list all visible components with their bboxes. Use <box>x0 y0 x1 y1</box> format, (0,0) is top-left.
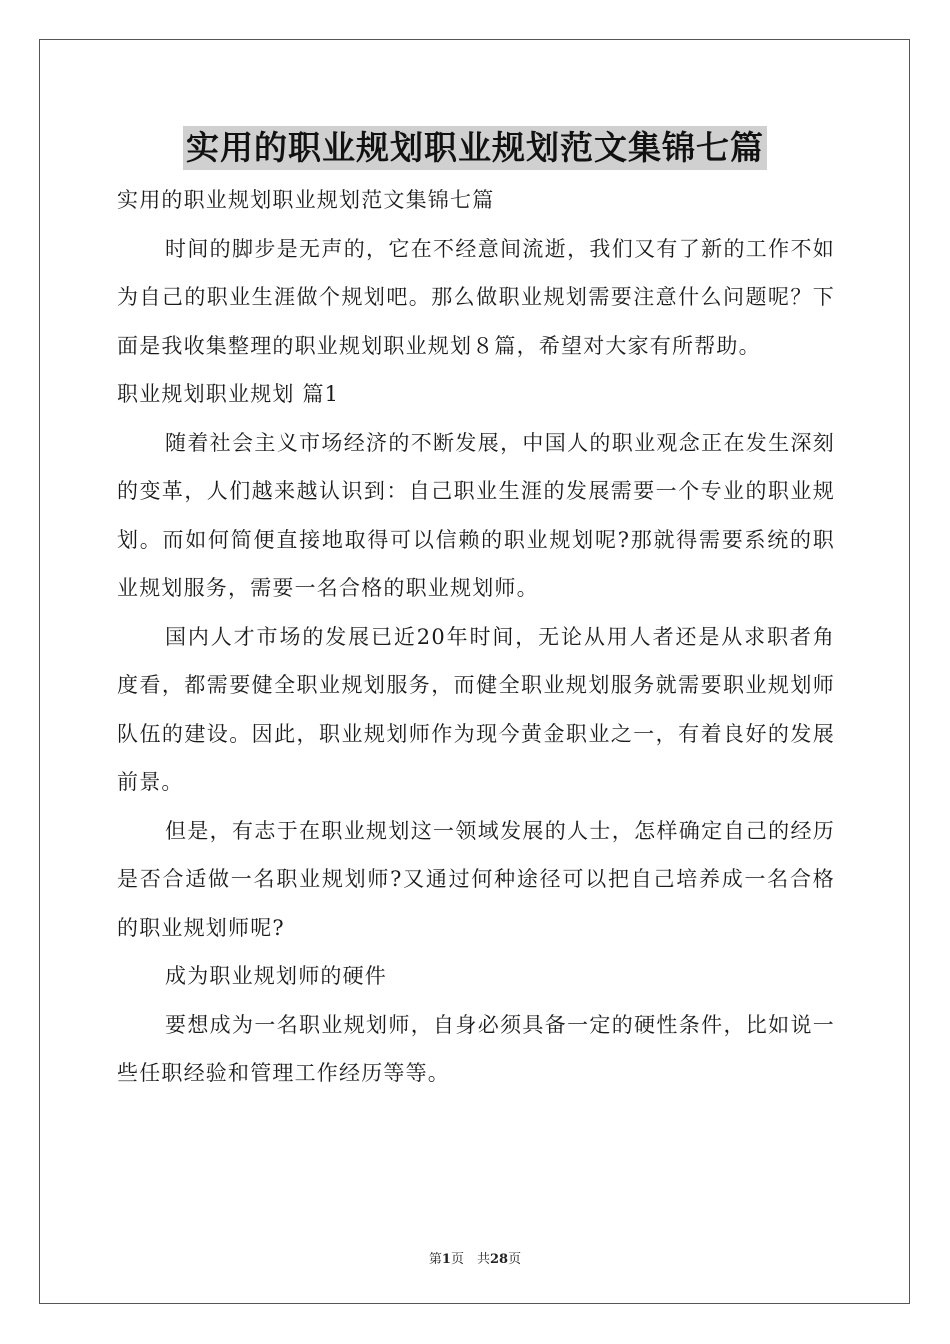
footer-page-number: 1 <box>441 1252 451 1267</box>
paragraph: 但是，有志于在职业规划这一领域发展的人士，怎样确定自己的经历是否合适做一名职业规划师?又通过何种途径可以把自己培养成一名合格的职业规划师呢? <box>117 818 835 940</box>
document-body <box>117 176 835 1098</box>
paragraph: 国内人才市场的发展已近20年时间，无论从用人者还是从求职者角度看，都需要健全职业规划服务，而健全职业规划服务就需要职业规划师队伍的建设。因此，职业规划师作为现今黄金职业之一，有着良好的发展前景。 <box>117 624 835 794</box>
paragraph: 时间的脚步是无声的，它在不经意间流逝，我们又有了新的工作不如为自己的职业生涯做个规划吧。那么做职业规划需要注意什么问题呢？下面是我收集整理的职业规划职业规划８篇，希望对大家有所帮助。 <box>117 236 835 358</box>
footer-page-suffix: 页 共 <box>450 1252 490 1267</box>
footer-prefix: 第 <box>428 1252 442 1267</box>
page-footer <box>0 1248 950 1267</box>
footer-total-suffix: 页 <box>508 1252 522 1267</box>
paragraph: 随着社会主义市场经济的不断发展，中国人的职业观念正在发生深刻的变革，人们越来越认识到：自己职业生涯的发展需要一个专业的职业规划。而如何简便直接地取得可以信赖的职业规划呢?那就得需要系统的职业规划服务，需要一名合格的职业规划师。 <box>117 430 835 600</box>
document-title: 实用的职业规划职业规划范文集锦七篇 <box>183 126 767 170</box>
subheading: 成为职业规划师的硬件 <box>165 964 387 988</box>
title-area <box>0 126 950 170</box>
section-heading: 职业规划职业规划 篇1 <box>117 382 340 406</box>
paragraph: 实用的职业规划职业规划范文集锦七篇 <box>117 188 495 212</box>
paragraph: 要想成为一名职业规划师，自身必须具备一定的硬性条件，比如说一些任职经验和管理工作经历等等。 <box>117 1012 835 1085</box>
footer-total-pages: 28 <box>489 1252 509 1267</box>
